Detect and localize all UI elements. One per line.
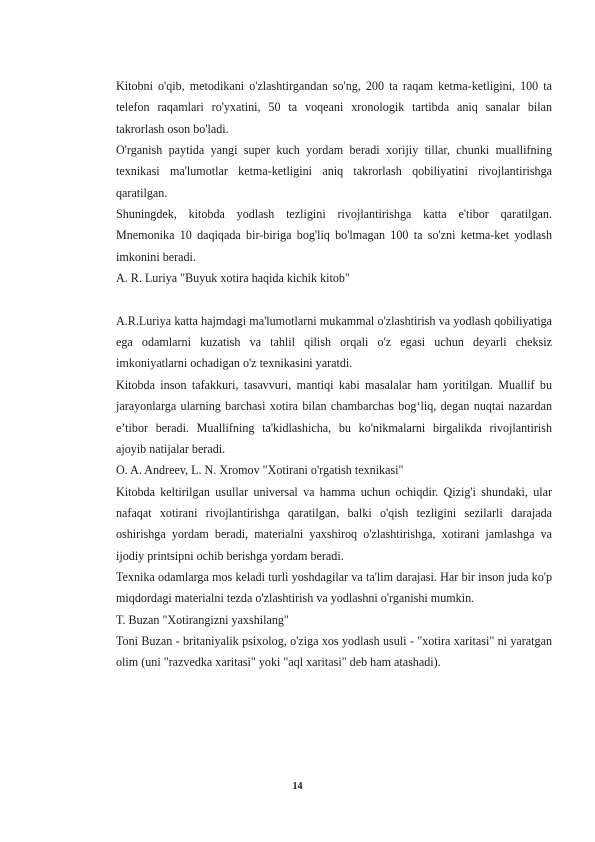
book-heading: A. R. Luriya "Buyuk xotira haqida kichik kitob" [116, 271, 350, 286]
page-number: 14 [292, 781, 303, 792]
paragraph: A.R.Luriya katta hajmdagi ma'lumotlarni mukammal o'zlashtirish va yodlash qobiliyatiga ega odamlarni kuzatish va tahlil qilish orqali o'z egasi uchun deyarli cheksiz imkoniyatlarni ochadigan o'z texnikasini yaratdi. [116, 313, 552, 371]
paragraph: O'rganish paytida yangi super kuch yordam beradi xorijiy tillar, chunki muallifning texnikasi ma'lumotlar ketma-ketligini aniq takrorlash qobiliyatini rivojlantirishga qaratilgan. [116, 143, 552, 200]
paragraph: Kitobda inson tafakkuri, tasavvuri, mantiqi kabi masalalar ham yoritilgan. Muallif bu jarayonlarga ularning barchasi xotira bilan chambarchas bog‘liq, degan nuqtai nazardan e’tibor beradi. Muallifning ta'kidlashicha, bu ko'nikmalarni birgalikda rivojlantirish ajoyib natijalar beradi. [116, 377, 552, 456]
paragraph: Shuningdek, kitobda yodlash tezligini rivojlantirishga katta e'tibor qaratilgan. Mnemonika 10 daqiqada bir-biriga bog'liq bo'lmagan 100 ta so'zni ketma-ket yodlash imkonini beradi. [116, 207, 552, 264]
paragraph: Kitobda keltirilgan usullar universal va hamma uchun ochiqdir. Qizig'i shundaki, ular nafaqat xotirani rivojlantirishga qaratilgan, balki o'qish tezligini sezilarli darajada oshirishga yordam beradi, materialni yaxshiroq o'zlashtirishga, xotirani jamlashga va ijodiy printsipni ochib berishga yordam beradi. [116, 484, 552, 563]
paragraph: Toni Buzan - britaniyalik psixolog, o'ziga xos yodlash usuli - "xotira xaritasi" ni yaratgan olim (uni "razvedka xaritasi" yoki "aql xaritasi" deb ham atashadi). [116, 633, 552, 670]
document-body [116, 76, 552, 674]
paragraph: Texnika odamlarga mos keladi turli yoshdagilar va ta'lim darajasi. Har bir inson juda ko'p miqdordagi materialni tezda o'zlashtirish va yodlashni o'rganishi mumkin. [116, 569, 552, 606]
blank-line [116, 289, 552, 310]
book-heading: O. A. Andreev, L. N. Xromov "Xotirani o'rgatish texnikasi" [116, 463, 404, 478]
paragraph: Kitobni o'qib, metodikani o'zlashtirgandan so'ng, 200 ta raqam ketma-ketligini, 100 ta telefon raqamlari ro'yxatini, 50 ta voqeani xronologik tartibda aniq sanalar bilan takrorlash oson bo'ladi. [116, 79, 552, 136]
book-heading: T. Buzan "Xotirangizni yaxshilang" [116, 612, 289, 627]
